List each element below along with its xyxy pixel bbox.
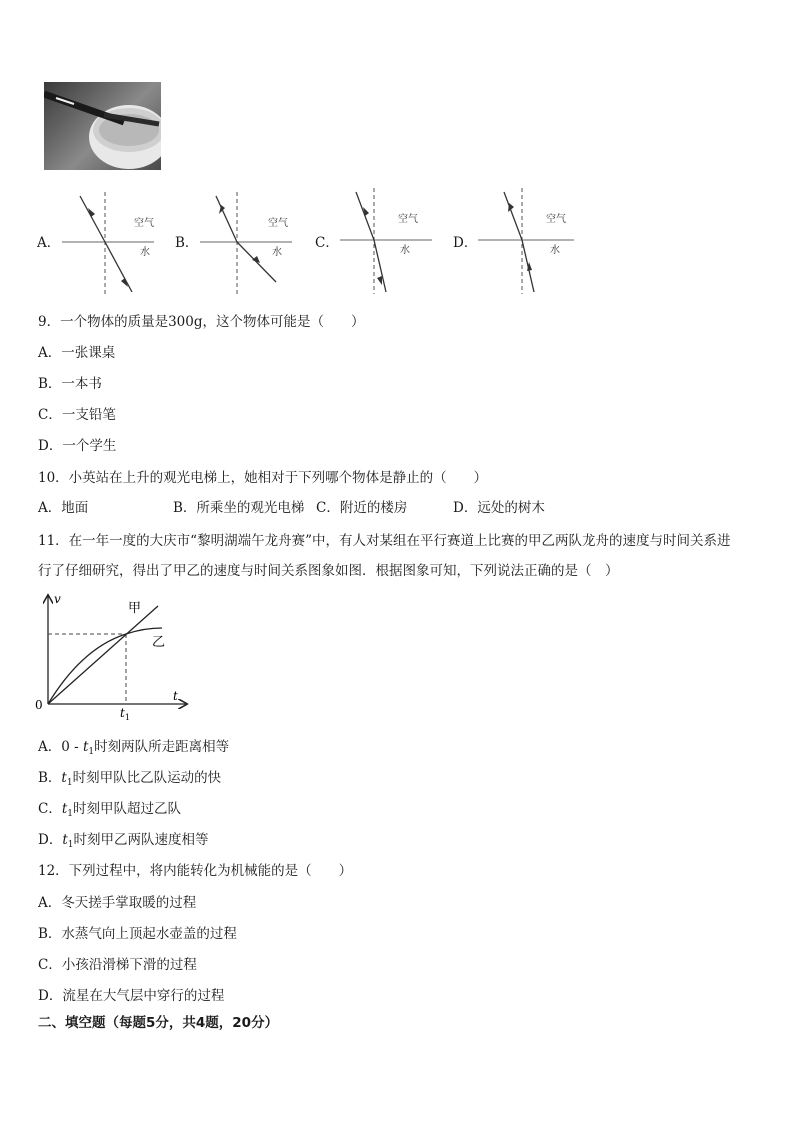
q8-b-air-label: 空气 [268, 218, 288, 229]
q8-option-d-label[interactable]: D． [453, 235, 478, 251]
q11-stem-line2: 行了仔细研究，得出了甲乙的速度与时间关系图象如图．根据图象可知，下列说法正确的是（ ） [38, 563, 619, 579]
q10-option-c[interactable]: C．附近的楼房 [316, 500, 408, 516]
q11-option-d[interactable]: D．$t_1$时刻甲乙两队速度相等 [38, 832, 209, 850]
graph-t1-label: $t_1$ [120, 706, 130, 722]
q12-option-a[interactable]: A．冬天搓手掌取暖的过程 [38, 895, 197, 911]
q9-stem: 9．一个物体的质量是300g，这个物体可能是（ ） [38, 314, 365, 330]
q11-option-c[interactable]: C．$t_1$时刻甲队超过乙队 [38, 801, 182, 819]
graph-origin-label: 0 [35, 698, 43, 712]
q8-diagram-a [58, 190, 158, 298]
q8-diagram-c [336, 186, 436, 298]
q12-option-c[interactable]: C．小孩沿滑梯下滑的过程 [38, 957, 197, 973]
q11-velocity-time-graph [32, 590, 197, 722]
graph-jia-label: 甲 [128, 601, 142, 616]
section-2-heading: 二、填空题（每题5分，共4题，20分） [38, 1015, 279, 1031]
q8-option-b-label[interactable]: B． [175, 235, 199, 251]
q8-c-water-label: 水 [400, 245, 410, 256]
q8-diagram-b [196, 190, 296, 298]
graph-t-label: t [173, 689, 178, 703]
q10-option-b[interactable]: B．所乘坐的观光电梯 [173, 500, 305, 516]
graph-yi-label: 乙 [152, 635, 166, 650]
q9-option-a[interactable]: A．一张课桌 [38, 345, 116, 361]
q8-d-air-label: 空气 [546, 214, 566, 225]
q8-option-a-label[interactable]: A． [37, 235, 61, 251]
q12-option-b[interactable]: B．水蒸气向上顶起水壶盖的过程 [38, 926, 237, 942]
q12-option-d[interactable]: D．流星在大气层中穿行的过程 [38, 988, 225, 1004]
q8-c-air-label: 空气 [398, 214, 418, 225]
q9-option-b[interactable]: B．一本书 [38, 376, 102, 392]
q10-option-d[interactable]: D．远处的树木 [453, 500, 545, 516]
q11-option-b[interactable]: B．$t_1$时刻甲队比乙队运动的快 [38, 770, 222, 788]
graph-yi-curve [48, 628, 162, 704]
q8-a-air-label: 空气 [134, 218, 154, 229]
graph-jia-line [48, 606, 158, 704]
q9-option-d[interactable]: D．一个学生 [38, 438, 117, 454]
q9-option-c[interactable]: C．一支铅笔 [38, 407, 116, 423]
q11-option-a[interactable]: A．$0 - t_1$时刻两队所走距离相等 [38, 739, 230, 757]
q11-stem-line1: 11．在一年一度的大庆市“黎明湖端午龙舟赛”中，有人对某组在平行赛道上比赛的甲乙两队龙舟的速度与时间关系进 [38, 533, 731, 549]
chopstick-in-water-photo [44, 82, 161, 170]
q10-option-a[interactable]: A．地面 [38, 500, 89, 516]
q8-option-c-label[interactable]: C． [315, 235, 339, 251]
graph-v-label: v [54, 592, 61, 606]
q8-d-water-label: 水 [550, 245, 560, 256]
q8-b-water-label: 水 [272, 247, 282, 258]
q12-stem: 12．下列过程中，将内能转化为机械能的是（ ） [38, 863, 353, 879]
q10-stem: 10．小英站在上升的观光电梯上，她相对于下列哪个物体是静止的（ ） [38, 470, 488, 486]
q8-diagram-d [474, 186, 578, 298]
q8-a-water-label: 水 [140, 247, 150, 258]
